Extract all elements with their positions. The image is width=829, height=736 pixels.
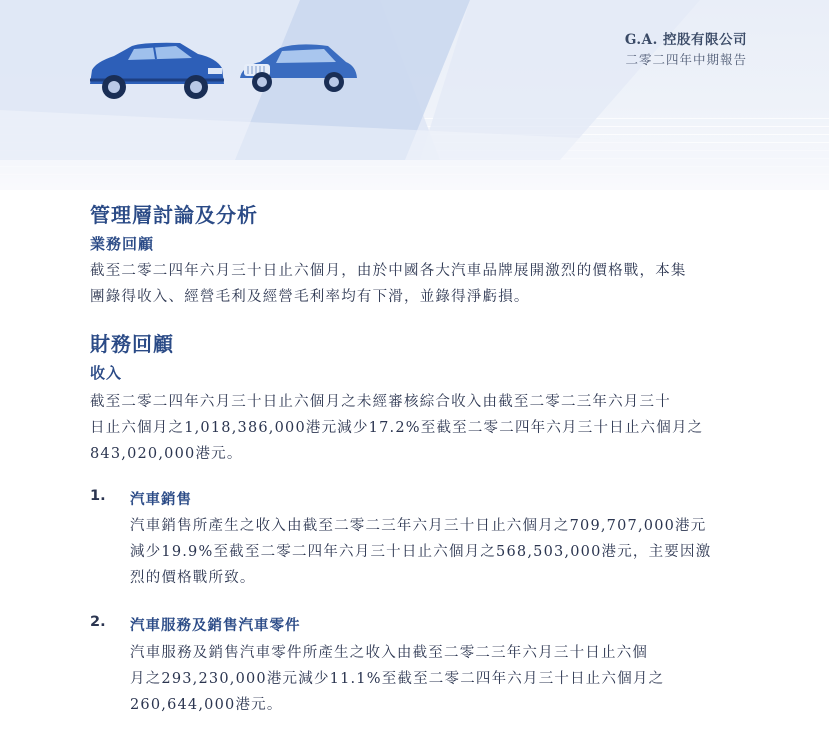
text-line: 截至二零二四年六月三十日止六個月之未經審核綜合收入由截至二零二三年六月三十 [90, 394, 671, 410]
text-line: 260,644,000港元。 [130, 697, 283, 713]
car-services-heading: 汽車服務及銷售汽車零件 [130, 618, 301, 634]
car-services-text [130, 640, 740, 718]
company-name-zh: 控股有限公司 [663, 32, 747, 48]
text-line: 日止六個月之1,018,386,000港元減少17.2%至截至二零二四年六月三十日止六個月之 [90, 420, 704, 436]
car-sales-heading: 汽車銷售 [130, 492, 192, 508]
financial-review-title: 財務回顧 [90, 332, 174, 356]
revenue-heading: 收入 [90, 364, 123, 382]
business-review-heading: 業務回顧 [90, 235, 155, 253]
car-sales-text [130, 513, 740, 591]
text-line: 減少19.9%至截至二零二四年六月三十日止六個月之568,503,000港元，主要因激 [130, 544, 712, 560]
sedan-car-icon [236, 40, 361, 100]
suv-car-icon [84, 40, 229, 106]
company-name [625, 28, 747, 48]
item-number: 2. [90, 614, 106, 630]
revenue-text [90, 389, 735, 467]
report-title: 二零二四年中期報告 [625, 52, 747, 67]
text-line: 843,020,000港元。 [90, 446, 243, 462]
text-line: 烈的價格戰所致。 [130, 570, 256, 586]
text-line: 月之293,230,000港元減少11.1%至截至二零二四年六月三十日止六個月之 [130, 671, 665, 687]
company-name-en: G.A. [624, 32, 658, 48]
item-number: 1. [90, 488, 106, 504]
header-banner [0, 0, 829, 190]
report-header [625, 28, 747, 68]
business-review-text [90, 258, 735, 310]
text-line: 團錄得收入、經營毛利及經營毛利率均有下滑，並錄得淨虧損。 [90, 289, 530, 305]
text-line: 截至二零二四年六月三十日止六個月，由於中國各大汽車品牌展開激烈的價格戰，本集 [90, 263, 687, 279]
text-line: 汽車服務及銷售汽車零件所產生之收入由截至二零二三年六月三十日止六個 [130, 645, 649, 661]
page-title: 管理層討論及分析 [90, 203, 258, 227]
text-line: 汽車銷售所產生之收入由截至二零二三年六月三十日止六個月之709,707,000港元 [130, 518, 707, 534]
